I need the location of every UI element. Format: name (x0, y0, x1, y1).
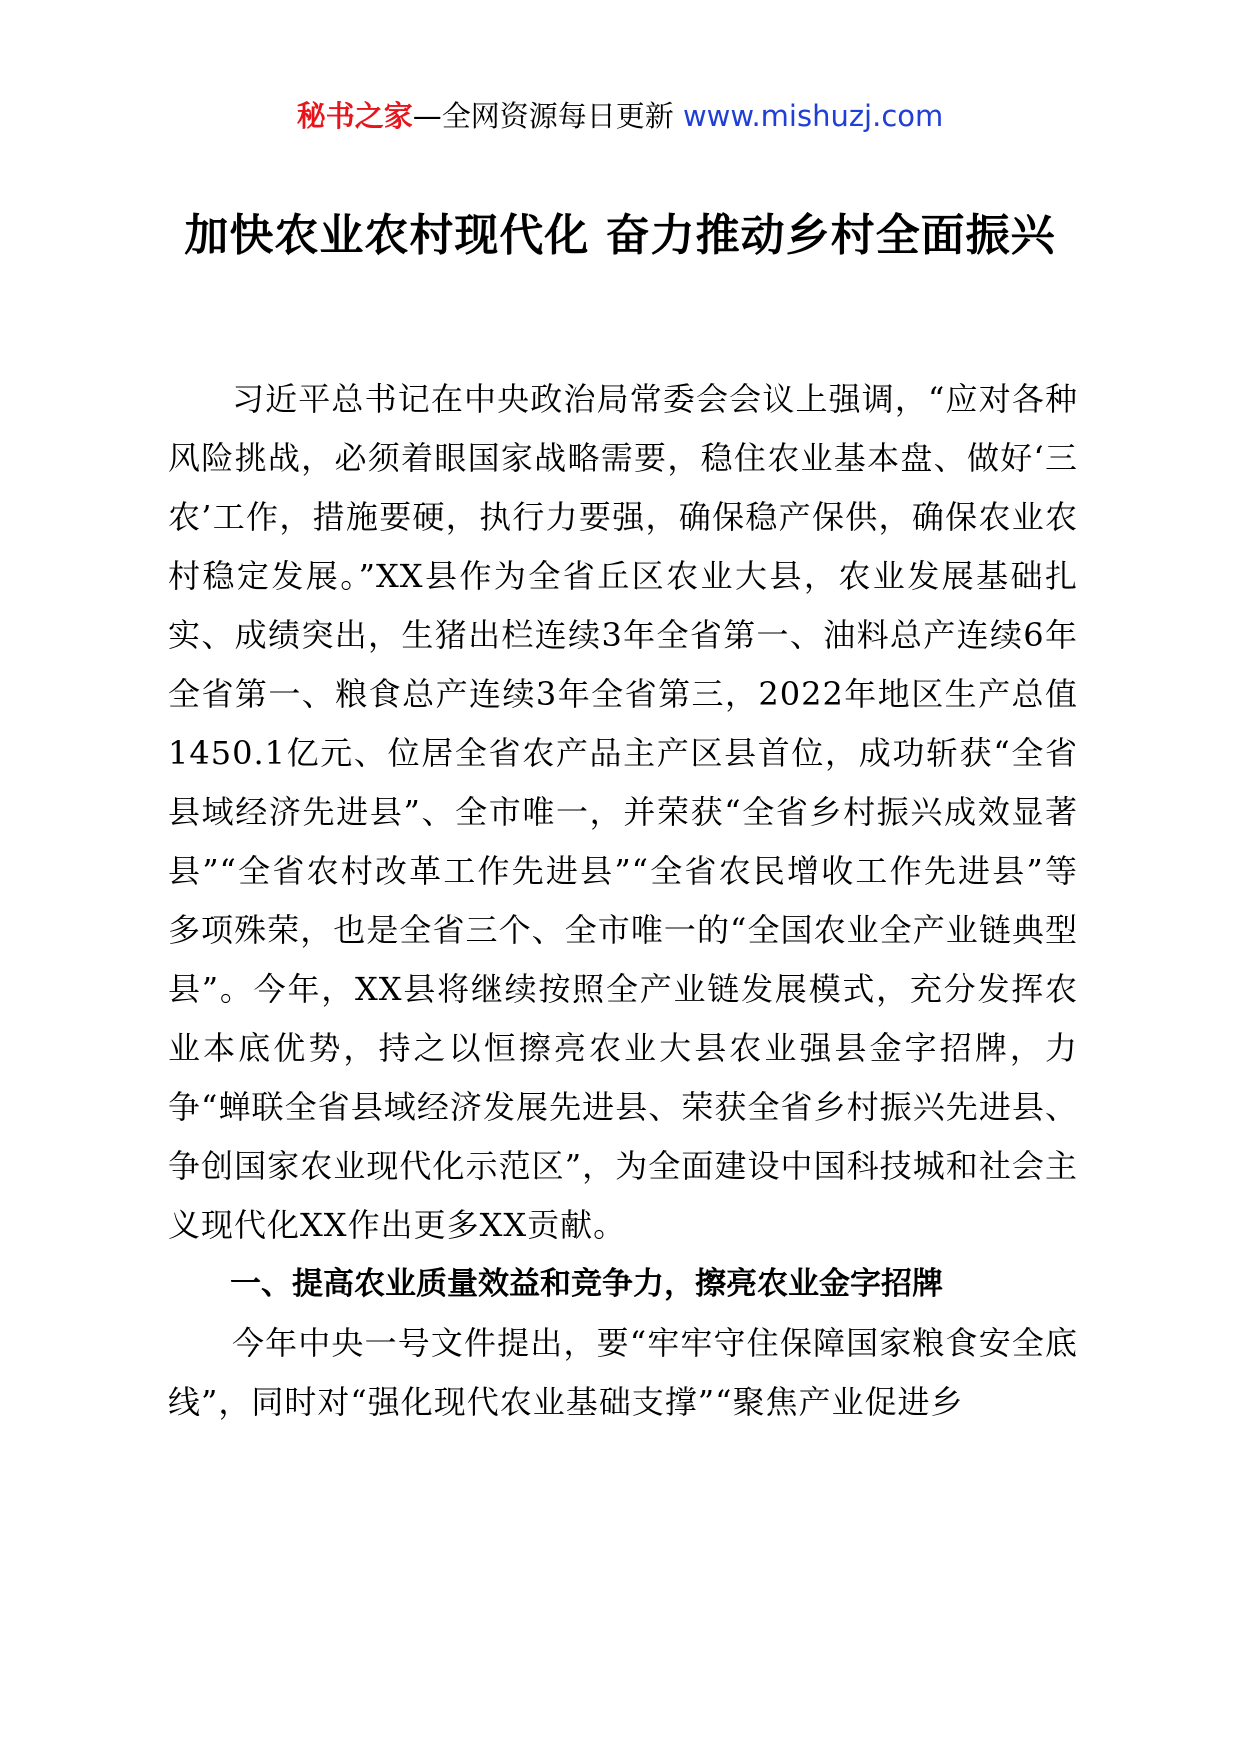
site-header (0, 96, 1240, 136)
document-title: 加快农业农村现代化 奋力推动乡村全面振兴 (184, 210, 1056, 261)
body-paragraph: 今年中央一号文件提出，要“牢牢守住保障国家粮食安全底线”，同时对“强化现代农业基础支撑”“聚焦产业促进乡 (168, 1324, 1078, 1421)
body-paragraph: 习近平总书记在中央政治局常委会会议上强调，“应对各种风险挑战，必须着眼国家战略需要，稳住农业基本盘、做好‘三农’工作，措施要硬，执行力要强，确保稳产保供，确保农业农村稳定发展。”XX县作为全省丘区农业大县，农业发展基础扎实、成绩突出，生猪出栏连续3年全省第一、油料总产连续6年全省第一、粮食总产连续3年全省第三，2022年地区生产总值1450.1亿元、位居全省农产品主产区县首位，成功斩获“全省县域经济先进县”、全市唯一，并荣获“全省乡村振兴成效显著县”“全省农村改革工作先进县”“全省农民增收工作先进县”等多项殊荣，也是全省三个、全市唯一的“全国农业全产业链典型县”。今年，XX县将继续按照全产业链发展模式，充分发挥农业本底优势，持之以恒擦亮农业大县农业强县金字招牌，力争“蝉联全省县域经济发展先进县、荣获全省乡村振兴先进县、争创国家农业现代化示范区”，为全面建设中国科技城和社会主义现代化XX作出更多XX贡献。 (168, 380, 1078, 1244)
document-body (168, 370, 1078, 1432)
site-slogan: —全网资源每日更新 (412, 99, 683, 133)
section-heading: 一、提高农业质量效益和竞争力，擦亮农业金字招牌 (230, 1266, 943, 1302)
site-brand: 秘书之家 (296, 99, 413, 133)
site-url-link[interactable]: www.mishuzj.com (682, 99, 944, 133)
